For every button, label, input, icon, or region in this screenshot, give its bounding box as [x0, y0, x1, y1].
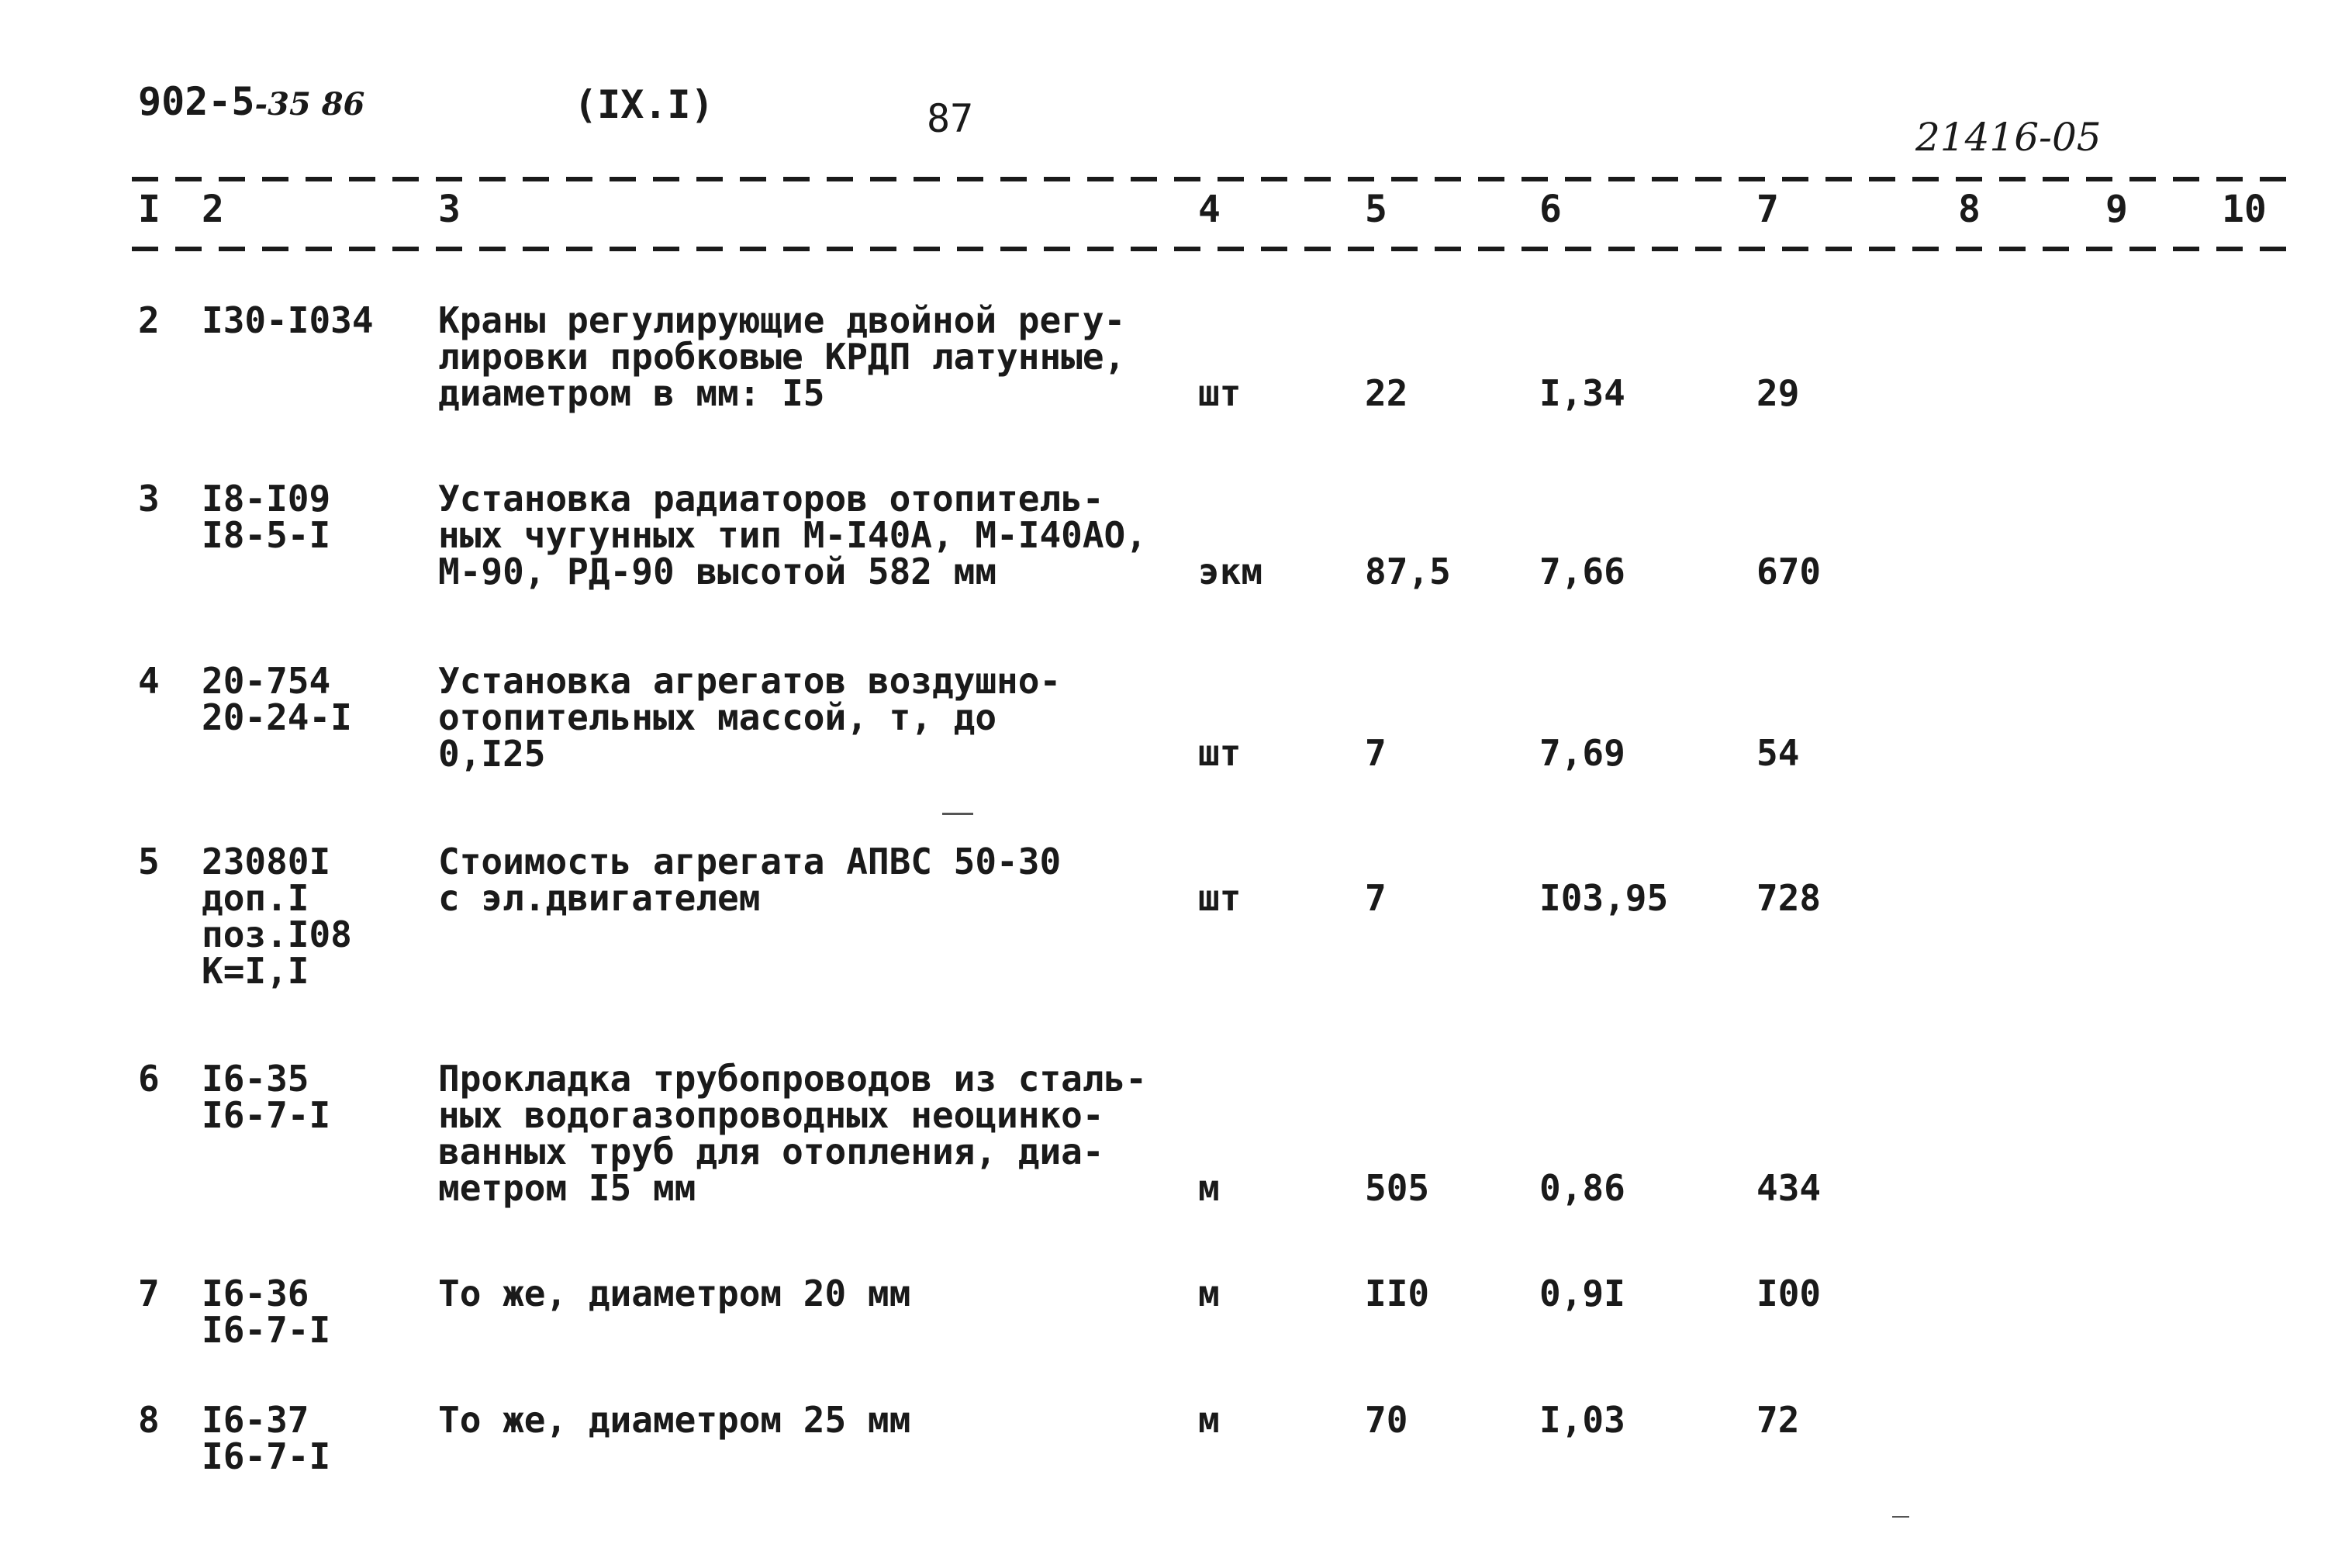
row-code: I30-I034 — [202, 299, 374, 341]
row-quantity: 87,5 — [1365, 551, 1451, 592]
row-total: 72 — [1756, 1399, 1800, 1441]
row-total: 434 — [1756, 1167, 1822, 1209]
row-unit-price: I,03 — [1539, 1399, 1625, 1441]
stray-mark — [942, 813, 973, 815]
row-code: I6-37 I6-7-I — [202, 1399, 331, 1477]
row-number: 8 — [138, 1399, 160, 1441]
row-unit: шт — [1198, 877, 1242, 919]
row-quantity: 505 — [1365, 1167, 1430, 1209]
row-total: 54 — [1756, 732, 1800, 774]
row-number: 4 — [138, 660, 160, 702]
row-description: Установка агрегатов воздушно- отопительных массой, т, до 0,I25 — [438, 660, 1062, 775]
row-unit: шт — [1198, 732, 1242, 774]
reference-number: 21416-05 — [1915, 115, 2102, 160]
row-unit: м — [1198, 1273, 1220, 1314]
column-header-2: 2 — [202, 188, 224, 231]
row-description: Прокладка трубопроводов из сталь- ных водогазопроводных неоцинко- ванных труб для отопления, диа- метром I5 мм — [438, 1058, 1147, 1209]
row-description: Установка радиаторов отопитель- ных чугунных тип М-I40А, М-I40АО, М-90, РД-90 высотой 582 мм — [438, 478, 1147, 592]
row-unit: м — [1198, 1399, 1220, 1441]
row-number: 5 — [138, 841, 160, 882]
row-unit-price: 7,69 — [1539, 732, 1625, 774]
row-code: I8-I09 I8-5-I — [202, 478, 331, 556]
row-quantity: 7 — [1365, 877, 1387, 919]
row-unit: м — [1198, 1167, 1220, 1209]
column-header-6: 6 — [1539, 188, 1562, 231]
row-code: 20-754 20-24-I — [202, 660, 352, 738]
row-unit-price: I03,95 — [1539, 877, 1669, 919]
row-number: 7 — [138, 1273, 160, 1314]
row-unit-price: I,34 — [1539, 372, 1625, 414]
stray-mark — [1892, 1516, 1909, 1518]
row-number: 3 — [138, 478, 160, 520]
column-header-8: 8 — [1958, 188, 1981, 231]
row-total: 29 — [1756, 372, 1800, 414]
row-description: То же, диаметром 20 мм — [438, 1273, 911, 1314]
row-unit-price: 0,86 — [1539, 1167, 1625, 1209]
document-code-main: 902-5 — [138, 79, 255, 124]
row-unit-price: 0,9I — [1539, 1273, 1625, 1314]
document-code — [138, 79, 364, 124]
header-rule-top — [132, 177, 2295, 181]
row-code: I6-35 I6-7-I — [202, 1058, 331, 1136]
column-header-9: 9 — [2105, 188, 2128, 231]
row-unit: шт — [1198, 372, 1242, 414]
section-label: (IX.I) — [574, 82, 714, 127]
row-unit-price: 7,66 — [1539, 551, 1625, 592]
column-header-7: 7 — [1756, 188, 1779, 231]
row-description: Стоимость агрегата АПВС 50-30 с эл.двигателем — [438, 841, 1062, 919]
row-description: То же, диаметром 25 мм — [438, 1399, 911, 1441]
column-header-10: 10 — [2222, 188, 2267, 231]
row-quantity: 22 — [1365, 372, 1408, 414]
row-number: 6 — [138, 1058, 160, 1100]
column-header-1: I — [138, 188, 161, 231]
row-quantity: II0 — [1365, 1273, 1430, 1314]
row-code: I6-36 I6-7-I — [202, 1273, 331, 1351]
row-code: 23080I доп.I поз.I08 К=I,I — [202, 841, 352, 992]
column-header-3: 3 — [438, 188, 461, 231]
row-total: 728 — [1756, 877, 1822, 919]
row-quantity: 7 — [1365, 732, 1387, 774]
row-unit: экм — [1198, 551, 1263, 592]
column-header-5: 5 — [1365, 188, 1387, 231]
row-description: Краны регулирующие двойной регу- лировки пробковые КРДП латунные, диаметром в мм: I5 — [438, 299, 1126, 414]
header-rule-bottom — [132, 247, 2295, 251]
row-number: 2 — [138, 299, 160, 341]
page-number: 87 — [927, 96, 974, 141]
row-quantity: 70 — [1365, 1399, 1408, 1441]
row-total: I00 — [1756, 1273, 1822, 1314]
row-total: 670 — [1756, 551, 1822, 592]
document-code-suffix: -35 86 — [254, 86, 365, 123]
column-header-4: 4 — [1198, 188, 1221, 231]
